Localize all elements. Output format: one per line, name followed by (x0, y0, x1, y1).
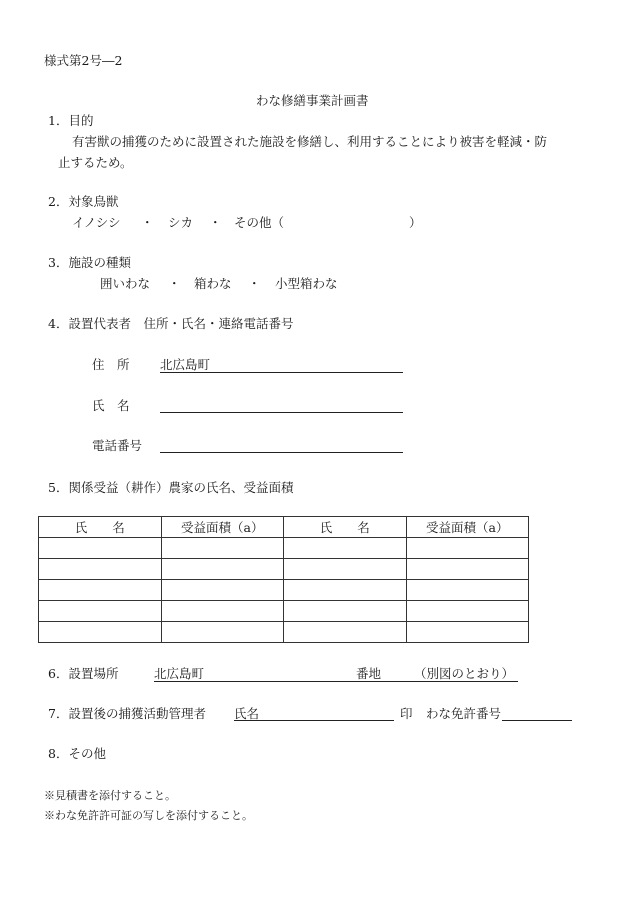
table-header-row (39, 517, 529, 538)
option-other-close: ） (409, 215, 422, 230)
manager-name-label: 氏名 (234, 706, 260, 721)
manager-name-line (234, 720, 394, 721)
table-cell[interactable] (39, 580, 162, 601)
note-estimate: ※見積書を添付すること。 (44, 789, 176, 802)
section-4-heading: 4．設置代表者 住所・氏名・連絡電話番号 (48, 316, 294, 331)
location-town: 北広島町 (154, 666, 205, 681)
phone-field-line (160, 452, 403, 453)
section-6-heading: 6．設置場所 (48, 666, 119, 681)
table-cell[interactable] (39, 538, 162, 559)
option-kakoi-wana: 囲いわな (100, 276, 151, 291)
table-cell[interactable] (284, 601, 407, 622)
note-license-copy: ※わな免許許可証の写しを添付すること。 (44, 809, 253, 822)
table-cell[interactable] (39, 559, 162, 580)
location-banchi: 番地 (356, 666, 382, 681)
license-number-label: わな免許番号 (426, 706, 502, 721)
phone-label: 電話番号 (92, 438, 143, 453)
table-cell[interactable] (284, 559, 407, 580)
address-field-line (160, 372, 403, 373)
option-shika: シカ (168, 215, 194, 230)
table-cell[interactable] (406, 559, 529, 580)
table-cell[interactable] (406, 580, 529, 601)
seal-mark: 印 (400, 706, 413, 721)
address-label: 住 所 (92, 357, 130, 372)
name-field-line (160, 412, 403, 413)
separator: ・ (248, 276, 261, 291)
location-field-line (154, 681, 518, 682)
option-other: その他（ (234, 215, 285, 230)
table-cell[interactable] (161, 538, 284, 559)
address-value: 北広島町 (160, 357, 211, 372)
section-8-heading: 8．その他 (48, 746, 106, 761)
table-row (39, 538, 529, 559)
col-header-name: 氏 名 (39, 517, 162, 538)
section-3-heading: 3．施設の種類 (48, 255, 131, 270)
section-7-heading: 7．設置後の捕獲活動管理者 (48, 706, 206, 721)
option-hako-wana: 箱わな (194, 276, 232, 291)
col-header-name: 氏 名 (284, 517, 407, 538)
table-cell[interactable] (161, 559, 284, 580)
name-label: 氏 名 (92, 398, 130, 413)
table-cell[interactable] (284, 622, 407, 643)
table-cell[interactable] (284, 580, 407, 601)
table-cell[interactable] (406, 601, 529, 622)
section-5-heading: 5．関係受益（耕作）農家の氏名、受益面積 (48, 480, 294, 495)
option-inoshishi: イノシシ (72, 215, 121, 230)
location-note: （別図のとおり） (414, 666, 515, 681)
table-cell[interactable] (161, 580, 284, 601)
beneficiary-table (38, 516, 529, 643)
col-header-area: 受益面積（a） (161, 517, 284, 538)
table-cell[interactable] (406, 622, 529, 643)
separator: ・ (141, 215, 154, 230)
form-number: 様式第2号―2 (44, 53, 123, 68)
section-1-heading: 1．目的 (48, 113, 94, 128)
separator: ・ (209, 215, 222, 230)
table-cell[interactable] (39, 622, 162, 643)
table-row (39, 601, 529, 622)
section-2-heading: 2．対象鳥獣 (48, 194, 119, 209)
document-title: わな修繕事業計画書 (256, 93, 369, 108)
table-row (39, 580, 529, 601)
separator: ・ (168, 276, 181, 291)
table-row (39, 559, 529, 580)
purpose-text-line1: 有害獣の捕獲のために設置された施設を修繕し、利用することにより被害を軽減・防 (72, 134, 548, 149)
table-cell[interactable] (406, 538, 529, 559)
table-cell[interactable] (284, 538, 407, 559)
purpose-text-line2: 止するため。 (58, 155, 133, 170)
col-header-area: 受益面積（a） (406, 517, 529, 538)
table-cell[interactable] (161, 622, 284, 643)
option-kogata-hako-wana: 小型箱わな (275, 276, 338, 291)
table-cell[interactable] (161, 601, 284, 622)
table-row (39, 622, 529, 643)
license-number-line (502, 720, 572, 721)
table-cell[interactable] (39, 601, 162, 622)
